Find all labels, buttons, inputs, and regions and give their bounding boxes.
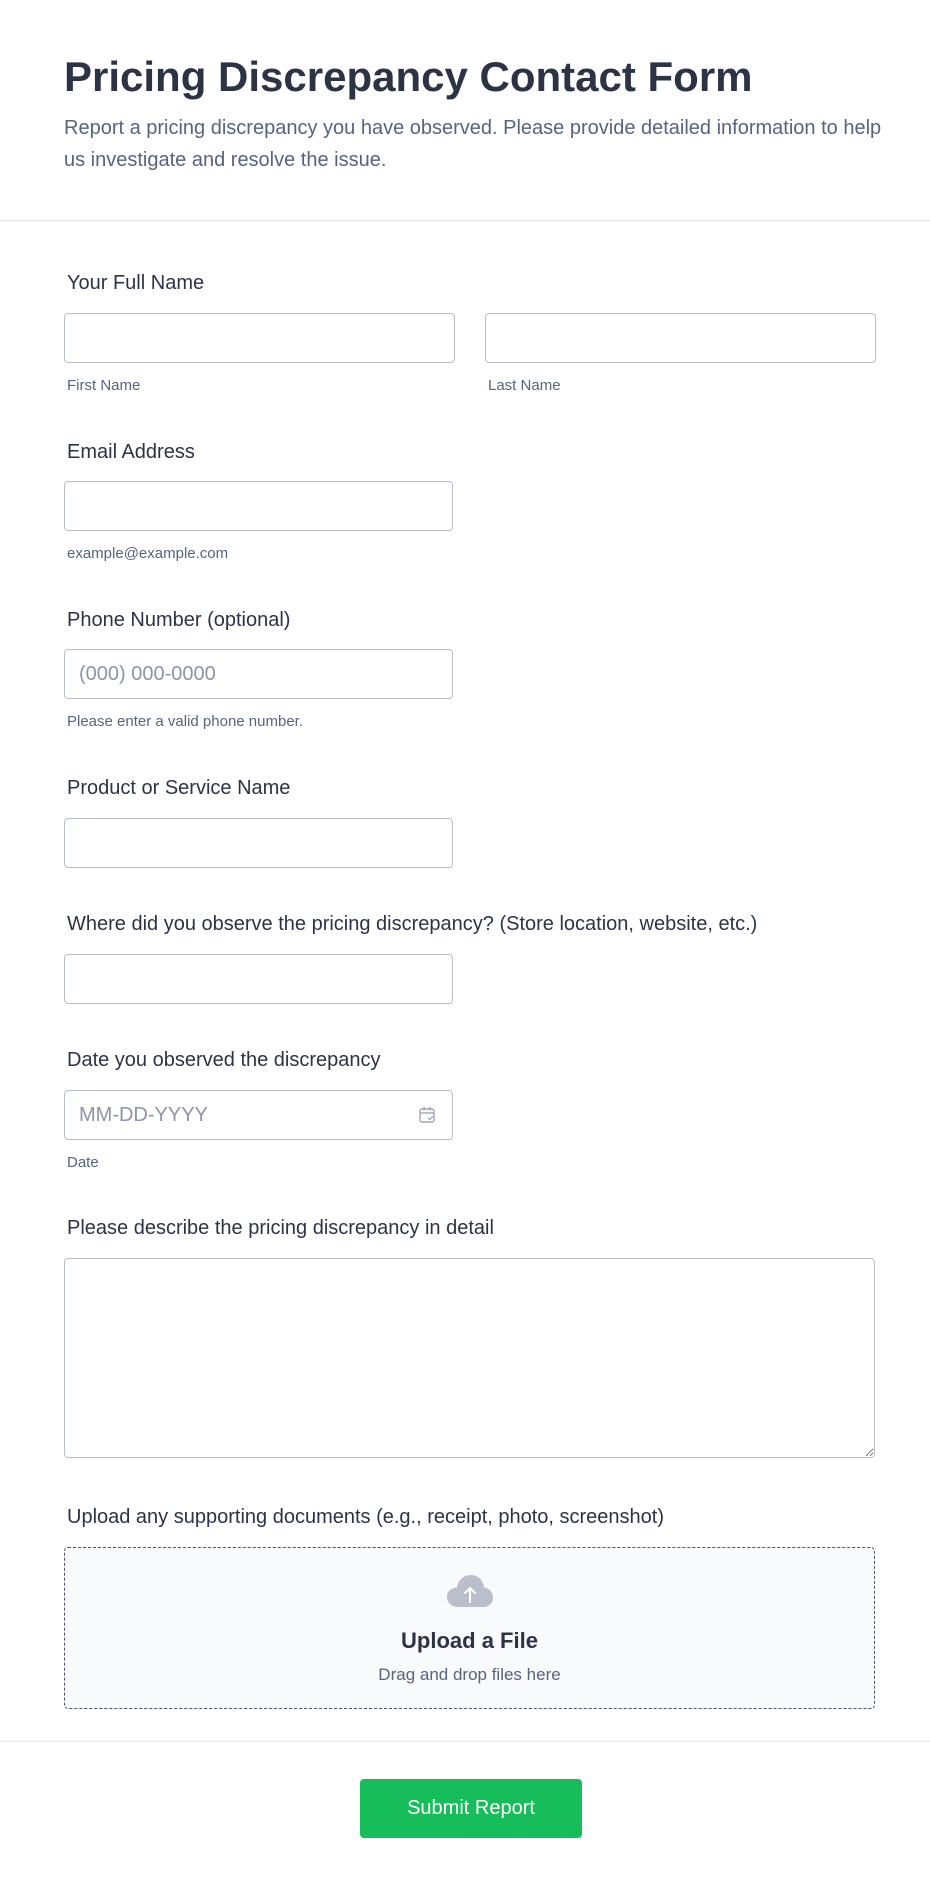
full-name-label: Your Full Name	[67, 272, 205, 294]
upload-title: Upload a File	[401, 1628, 538, 1653]
description-textarea[interactable]	[64, 1258, 875, 1458]
first-name-sublabel: First Name	[67, 377, 141, 394]
last-name-input[interactable]	[485, 313, 876, 363]
calendar-icon[interactable]	[419, 1106, 435, 1123]
upload-label: Upload any supporting documents (e.g., receipt, photo, screenshot)	[67, 1506, 665, 1528]
page-title: Pricing Discrepancy Contact Form	[64, 53, 753, 100]
submit-report-button[interactable]: Submit Report	[360, 1779, 582, 1838]
email-sublabel: example@example.com	[67, 545, 229, 562]
page-subtitle: Report a pricing discrepancy you have observed. Please provide detailed information to help us investigate and resolve the issue.	[64, 117, 882, 171]
upload-hint: Drag and drop files here	[378, 1665, 561, 1684]
first-name-input[interactable]	[64, 313, 455, 363]
product-label: Product or Service Name	[67, 777, 291, 799]
date-input[interactable]	[64, 1090, 453, 1140]
description-label: Please describe the pricing discrepancy in detail	[67, 1217, 494, 1239]
date-label: Date you observed the discrepancy	[67, 1049, 381, 1071]
product-input[interactable]	[64, 818, 453, 868]
cloud-upload-icon	[446, 1574, 494, 1608]
email-input[interactable]	[64, 481, 453, 531]
location-label: Where did you observe the pricing discrepancy? (Store location, website, etc.)	[67, 913, 758, 935]
phone-label: Phone Number (optional)	[67, 609, 291, 631]
date-sublabel: Date	[67, 1154, 99, 1171]
header-divider	[0, 220, 930, 221]
file-upload-dropzone[interactable]	[64, 1547, 875, 1709]
phone-sublabel: Please enter a valid phone number.	[67, 713, 303, 730]
phone-input[interactable]	[64, 649, 453, 699]
email-label: Email Address	[67, 441, 195, 463]
footer-divider	[0, 1741, 930, 1742]
location-input[interactable]	[64, 954, 453, 1004]
last-name-sublabel: Last Name	[488, 377, 561, 394]
form-header	[0, 0, 930, 220]
